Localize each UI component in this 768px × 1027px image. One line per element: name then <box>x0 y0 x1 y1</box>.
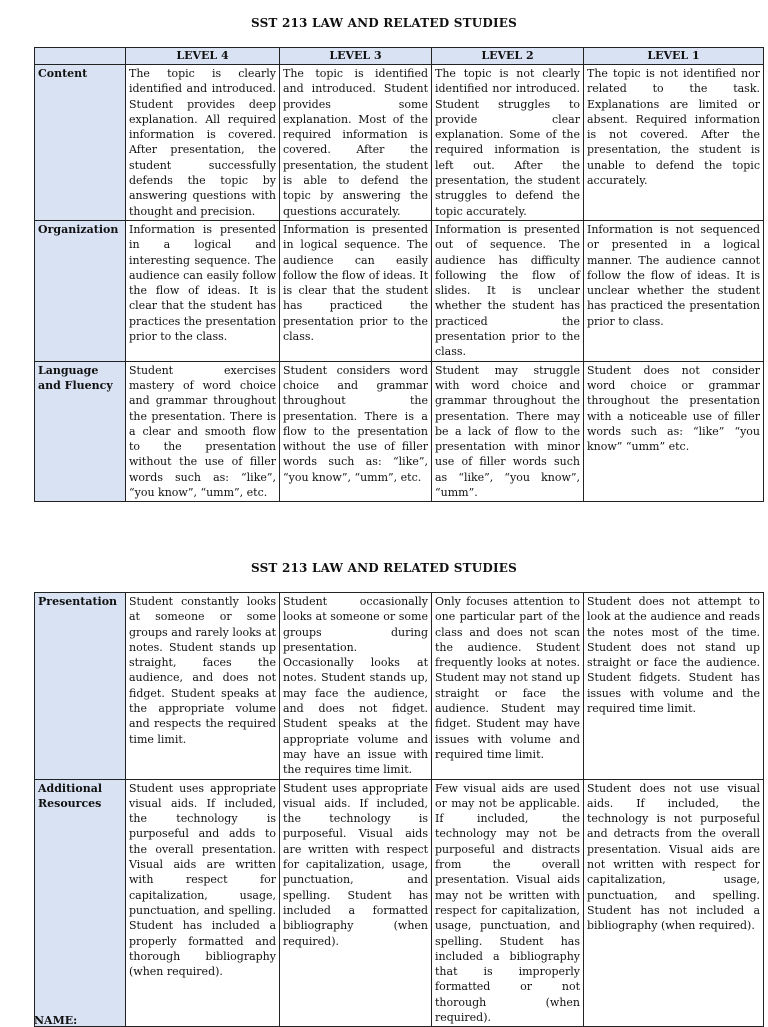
cell-content-level-3: The topic is identified and introduced. Student provides some explanation. Most of the required information is covered. After the presentation, the student is able to defend the topic by answering the questions accurately. <box>280 65 432 221</box>
cell-resources-level-3: Student uses appropriate visual aids. If included, the technology is purposeful. Visual aids are written with respect for capitalization, usage, punctuation, and spelling. Student has included a formatted bibliography (when required). <box>280 779 432 1027</box>
header-level-1: LEVEL 1 <box>584 48 764 65</box>
cell-presentation-level-4: Student constantly looks at someone or some groups and rarely looks at notes. Student stands up straight, faces the audience, and does not fidget. Student speaks at the appropriate volume and respects the required time limit. <box>126 593 280 780</box>
cell-organization-level-2: Information is presented out of sequence. The audience has difficulty following the flow of slides. It is unclear whether the student has practiced the presentation prior to the class. <box>432 220 584 361</box>
cell-resources-level-4: Student uses appropriate visual aids. If included, the technology is purposeful and adds to the overall presentation. Visual aids are written with respect for capitalization, usage, punctuation, and spelling. Student has included a properly formatted and thorough bibliography (when required). <box>126 779 280 1027</box>
criterion-organization: Organization <box>35 220 126 361</box>
row-language-fluency <box>35 361 764 502</box>
header-corner <box>35 48 126 65</box>
criterion-content: Content <box>35 65 126 221</box>
cell-presentation-level-3: Student occasionally looks at someone or some groups during presentation. Occasionally looks at notes. Student stands up, may face the audience, and does not fidget. Student speaks at the appropriate volume and may have an issue with the requires time limit. <box>280 593 432 780</box>
criterion-presentation: Presentation <box>35 593 126 780</box>
cell-organization-level-1: Information is not sequenced or presented in a logical manner. The audience cannot follow the flow of ideas. It is unclear whether the student has practiced the presentation prior to class. <box>584 220 764 361</box>
row-additional-resources <box>35 779 764 1027</box>
header-level-4: LEVEL 4 <box>126 48 280 65</box>
rubric-table-1 <box>34 47 764 502</box>
cell-language-level-2: Student may struggle with word choice and grammar throughout the presentation. There may be a lack of flow to the presentation with minor use of filler words such as “like”, “you know”, “umm”. <box>432 361 584 502</box>
row-organization <box>35 220 764 361</box>
page-title-1: SST 213 LAW AND RELATED STUDIES <box>250 16 518 30</box>
cell-presentation-level-2: Only focuses attention to one particular part of the class and does not scan the audience. Student frequently looks at notes. Student may not stand up straight or face the audience. Student may fidget. Student may have issues with volume and required time limit. <box>432 593 584 780</box>
header-row <box>35 48 764 65</box>
cell-content-level-1: The topic is not identified nor related to the task. Explanations are limited or absent. Required information is not covered. After the presentation, the student is unable to defend the topic accurately. <box>584 65 764 221</box>
criterion-language-fluency: Language and Fluency <box>35 361 126 502</box>
cell-organization-level-3: Information is presented in logical sequence. The audience can easily follow the flow of ideas. It is clear that the student has practiced the presentation prior to the class. <box>280 220 432 361</box>
name-label: NAME: <box>34 1014 78 1027</box>
cell-language-level-1: Student does not consider word choice or grammar throughout the presentation with a noticeable use of filler words such as: “like” “you know” “umm” etc. <box>584 361 764 502</box>
cell-language-level-3: Student considers word choice and grammar throughout the presentation. There is a flow to the presentation without the use of filler words such as: “like”, “you know”, “umm”, etc. <box>280 361 432 502</box>
rubric-table-2 <box>34 592 764 1027</box>
header-level-2: LEVEL 2 <box>432 48 584 65</box>
cell-resources-level-1: Student does not use visual aids. If included, the technology is not purposeful and detracts from the overall presentation. Visual aids are not written with respect for capitalization, usage, punctuation, and spelling. Student has not included a bibliography (when required). <box>584 779 764 1027</box>
cell-language-level-4: Student exercises mastery of word choice and grammar throughout the presentation. There is a clear and smooth flow to the presentation without the use of filler words such as: “like”, “you know”, “umm”, etc. <box>126 361 280 502</box>
criterion-additional-resources: Additional Resources <box>35 779 126 1027</box>
cell-content-level-2: The topic is not clearly identified nor introduced. Student struggles to provide clear explanation. Some of the required information is left out. After the presentation, the student struggles to defend the topic accurately. <box>432 65 584 221</box>
row-content <box>35 65 764 221</box>
cell-organization-level-4: Information is presented in a logical and interesting sequence. The audience can easily follow the flow of ideas. It is clear that the student has practices the presentation prior to the class. <box>126 220 280 361</box>
cell-content-level-4: The topic is clearly identified and introduced. Student provides deep explanation. All required information is covered. After presentation, the student successfully defends the topic by answering questions with thought and precision. <box>126 65 280 221</box>
cell-presentation-level-1: Student does not attempt to look at the audience and reads the notes most of the time. Student does not stand up straight or face the audience. Student fidgets. Student has issues with volume and the required time limit. <box>584 593 764 780</box>
row-presentation <box>35 593 764 780</box>
header-level-3: LEVEL 3 <box>280 48 432 65</box>
cell-resources-level-2: Few visual aids are used or may not be applicable. If included, the technology may not be purposeful and distracts from the overall presentation. Visual aids may not be written with respect for capitalization, usage, punctuation, and spelling. Student has included a bibliography that is improperly formatted or not thorough (when required). <box>432 779 584 1027</box>
page-title-2: SST 213 LAW AND RELATED STUDIES <box>250 561 518 575</box>
